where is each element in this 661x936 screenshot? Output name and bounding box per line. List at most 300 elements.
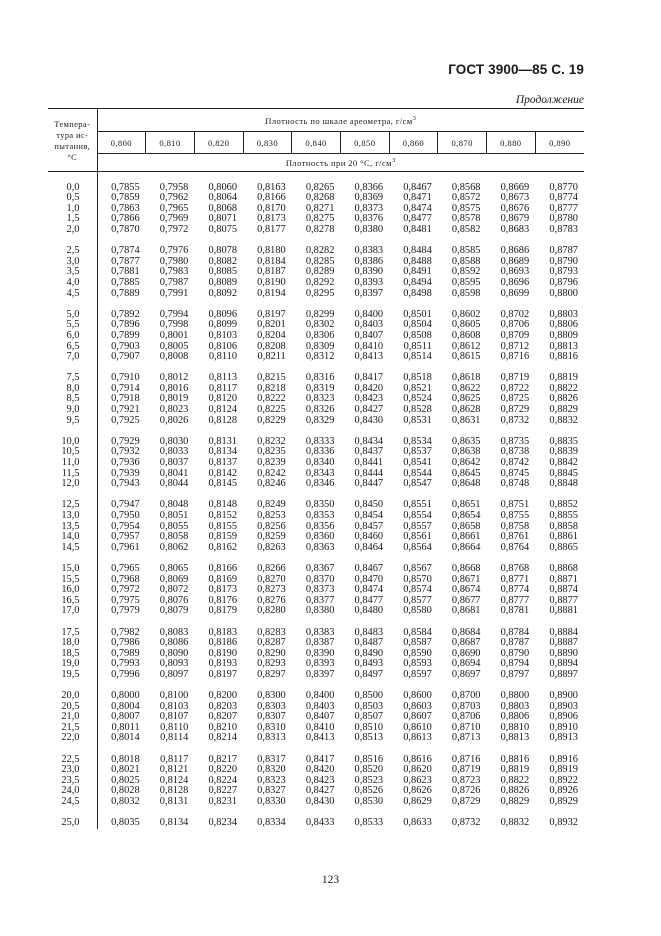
density-cell: 0,8464 (354, 541, 384, 553)
density-cell: 0,7979 (111, 605, 140, 617)
density-cell: 0,8242 (257, 467, 286, 479)
table-row (48, 818, 584, 829)
page-number: 123 (321, 874, 340, 886)
density-cell: 0,8299 (305, 308, 335, 320)
density-cell: 0,8544 (403, 467, 432, 479)
density-cell: 0,8336 (305, 446, 335, 458)
density-cell: 0,8580 (403, 605, 432, 617)
density-cell: 0,8729 (451, 796, 481, 808)
density-cell: 0,8686 (500, 245, 530, 257)
density-cell: 0,8658 (451, 520, 481, 532)
density-cell: 0,8770 (549, 181, 578, 193)
density-cell: 0,8588 (451, 255, 481, 267)
density-cell: 0,8369 (354, 192, 384, 204)
density-cell: 0,8597 (403, 668, 432, 680)
density-cell: 0,8055 (159, 520, 189, 532)
temperature-cell: 24,5 (48, 797, 97, 808)
temperature-cell: 17,5 (48, 628, 97, 639)
density-cell: 0,8826 (500, 785, 530, 797)
density-cell: 0,8099 (208, 319, 238, 331)
density-cell: 0,8881 (549, 605, 578, 617)
density-cell: 0,7910 (111, 372, 140, 384)
density-cell: 0,8131 (159, 796, 189, 808)
density-cell: 0,7907 (111, 351, 140, 363)
density-cell: 0,8702 (500, 308, 530, 320)
density-cell: 0,8858 (549, 520, 578, 532)
temperature-cell: 23,5 (48, 776, 97, 787)
density-cell: 0,8713 (451, 732, 481, 744)
document-code: ГОСТ 3900—85 С. 19 (448, 62, 584, 77)
density-cell: 0,8190 (257, 276, 286, 288)
density-cell: 0,8313 (257, 732, 286, 744)
density-cell: 0,7932 (111, 446, 140, 458)
density-cell: 0,8203 (208, 700, 238, 712)
density-cell: 0,8616 (403, 753, 432, 765)
density-cell: 0,8781 (500, 605, 530, 617)
density-cell: 0,8316 (305, 372, 335, 384)
density-cell: 0,8330 (257, 796, 286, 808)
density-cell: 0,8197 (257, 308, 286, 320)
density-cell: 0,8060 (208, 181, 238, 193)
density-cell: 0,8673 (500, 192, 530, 204)
density-cell: 0,8190 (208, 647, 238, 659)
density-cell: 0,8222 (257, 393, 286, 405)
density-cell: 0,8187 (257, 266, 286, 278)
density-cell: 0,8117 (208, 382, 238, 394)
density-cell: 0,8106 (208, 340, 238, 352)
density-cell: 0,8028 (111, 785, 140, 797)
density-cell: 0,8800 (549, 287, 578, 299)
density-cell: 0,8742 (500, 457, 530, 469)
density-cell: 0,8162 (208, 541, 238, 553)
density-cell: 0,8229 (257, 414, 286, 426)
density-cell: 0,8011 (111, 721, 140, 733)
density-cell: 0,8430 (305, 796, 335, 808)
temperature-cell: 1,0 (48, 204, 97, 215)
density-cell: 0,8534 (403, 435, 432, 447)
temperature-cell: 20,5 (48, 702, 97, 713)
density-cell: 0,8152 (208, 510, 238, 521)
density-cell: 0,8771 (500, 573, 530, 585)
density-cell: 0,8097 (159, 668, 189, 680)
density-cell: 0,8380 (354, 223, 384, 235)
density-cell: 0,8278 (305, 223, 335, 235)
density-cell: 0,8894 (549, 658, 578, 670)
density-cell: 0,8420 (354, 382, 384, 394)
temperature-cell: 14,0 (48, 532, 97, 543)
density-cell: 0,8231 (208, 796, 238, 808)
temperature-cell: 4,0 (48, 278, 97, 289)
density-cell: 0,8407 (354, 329, 384, 341)
density-cell: 0,8595 (451, 276, 481, 288)
density-cell: 0,8633 (403, 817, 432, 829)
table-row (48, 352, 584, 363)
temperature-cell: 24,0 (48, 786, 97, 797)
density-cell: 0,8069 (159, 573, 189, 585)
density-cell: 0,8642 (451, 457, 481, 469)
density-at-20-header (97, 154, 584, 172)
density-cell: 0,8173 (257, 213, 286, 225)
density-cell: 0,8620 (403, 764, 432, 776)
density-cell: 0,8835 (549, 435, 578, 447)
table-row (48, 543, 584, 554)
density-cell: 0,8716 (451, 753, 481, 765)
density-cell: 0,7965 (111, 562, 140, 574)
density-cell: 0,7899 (111, 329, 140, 341)
density-cell: 0,8289 (305, 266, 335, 278)
temperature-cell: 10,5 (48, 447, 97, 458)
density-cell: 0,8350 (305, 499, 335, 511)
density-cell: 0,8114 (160, 732, 189, 744)
density-cell: 0,7914 (111, 382, 140, 394)
density-cell: 0,8526 (354, 785, 384, 797)
density-cell: 0,8732 (500, 414, 530, 426)
density-cell: 0,8386 (354, 255, 384, 267)
density-cell: 0,8510 (354, 721, 384, 733)
density-cell: 0,8523 (354, 774, 384, 786)
density-cell: 0,8179 (208, 605, 238, 617)
density-cell: 0,8651 (451, 499, 481, 511)
density-cell: 0,8794 (500, 658, 530, 670)
density-cell: 0,8929 (549, 796, 578, 808)
density-cell: 0,8683 (500, 223, 530, 235)
density-cell: 0,8220 (208, 764, 238, 776)
density-cell: 0,8822 (549, 382, 578, 394)
density-cell: 0,7925 (111, 414, 140, 426)
density-cell: 0,8703 (451, 700, 481, 712)
density-cell: 0,8420 (305, 764, 335, 776)
density-cell: 0,8333 (305, 435, 335, 447)
density-column-header: 0,840 (292, 132, 341, 154)
density-cell: 0,7947 (111, 499, 140, 511)
table-row (48, 331, 584, 342)
temperature-cell: 11,0 (48, 458, 97, 469)
density-cell: 0,8413 (305, 732, 335, 744)
row-gap (48, 617, 584, 628)
density-cell: 0,8263 (257, 541, 286, 553)
density-cell: 0,8819 (549, 372, 578, 384)
density-cell: 0,8075 (208, 223, 238, 235)
density-cell: 0,8239 (257, 457, 286, 469)
density-column-header: 0,860 (389, 132, 438, 154)
density-cell: 0,7983 (159, 266, 189, 278)
density-cell: 0,7881 (111, 266, 140, 278)
density-cell: 0,8093 (159, 658, 189, 670)
density-cell: 0,8058 (159, 531, 189, 543)
density-cell: 0,8208 (257, 340, 286, 352)
density-cell: 0,8803 (549, 308, 578, 320)
table-row (48, 289, 584, 300)
density-cell: 0,8822 (500, 774, 530, 786)
density-cell: 0,8813 (500, 732, 530, 744)
density-cell: 0,8845 (549, 467, 578, 479)
density-cell: 0,8483 (354, 626, 384, 638)
density-cell: 0,8026 (159, 414, 189, 426)
density-cell: 0,8531 (403, 414, 432, 426)
density-cell: 0,8511 (403, 340, 432, 352)
table-row (48, 606, 584, 617)
density-cell: 0,8471 (403, 192, 432, 204)
density-cell: 0,8551 (403, 499, 432, 511)
density-cell: 0,8777 (500, 594, 530, 606)
density-cell: 0,8323 (305, 393, 335, 405)
density-cell: 0,8932 (549, 817, 578, 829)
density-cell: 0,8826 (549, 393, 578, 405)
temperature-cell: 17,0 (48, 606, 97, 617)
density-cell: 0,8048 (159, 499, 189, 511)
density-cell: 0,8533 (354, 817, 384, 829)
density-cell: 0,8554 (403, 510, 432, 521)
density-cell: 0,8403 (305, 700, 335, 712)
density-cell: 0,8110 (208, 351, 238, 363)
density-cell: 0,8450 (354, 499, 384, 511)
density-cell: 0,8180 (257, 245, 286, 257)
density-cell: 0,8603 (403, 700, 432, 712)
density-cell: 0,8748 (500, 478, 530, 490)
density-cell: 0,8790 (549, 255, 578, 267)
density-cell: 0,8625 (451, 393, 481, 405)
density-cell: 0,8290 (257, 647, 286, 659)
density-cell: 0,8488 (403, 255, 432, 267)
density-cell: 0,8249 (257, 499, 286, 511)
density-cell: 0,8628 (451, 404, 481, 416)
temperature-cell: 8,5 (48, 394, 97, 405)
density-cell: 0,8193 (208, 658, 238, 670)
density-cell: 0,8370 (305, 573, 335, 585)
density-cell: 0,8214 (208, 732, 238, 744)
density-cell: 0,8784 (500, 626, 530, 638)
continuation-label: Продолжение (515, 94, 584, 106)
density-cell: 0,8897 (549, 668, 578, 680)
density-cell: 0,8211 (257, 351, 286, 363)
density-cell: 0,8407 (305, 711, 335, 723)
density-cell: 0,8677 (451, 594, 481, 606)
density-cell: 0,8745 (500, 467, 530, 479)
density-cell: 0,8033 (159, 446, 189, 458)
density-cell: 0,8142 (208, 467, 238, 479)
density-cell: 0,8117 (160, 753, 189, 765)
temperature-cell: 2,0 (48, 225, 97, 236)
density-cell: 0,8575 (451, 202, 481, 214)
density-cell: 0,8201 (257, 319, 286, 331)
density-cell: 0,7972 (111, 584, 140, 596)
density-cell: 0,8600 (403, 690, 432, 702)
density-cell: 0,8259 (257, 531, 286, 543)
temperature-cell: 25,0 (48, 818, 97, 829)
density-cell: 0,8276 (257, 594, 286, 606)
density-cell: 0,8610 (403, 721, 432, 733)
density-cell: 0,8561 (403, 531, 432, 543)
density-cell: 0,8493 (354, 658, 384, 670)
density-cell: 0,8689 (500, 255, 530, 267)
density-cell: 0,8377 (305, 594, 335, 606)
density-cell: 0,8400 (354, 308, 384, 320)
temperature-cell: 19,5 (48, 670, 97, 681)
density-cell: 0,8709 (500, 329, 530, 341)
density-cell: 0,8454 (354, 510, 384, 521)
density-cell: 0,7896 (111, 319, 140, 331)
density-cell: 0,8266 (257, 562, 286, 574)
density-cell: 0,8016 (159, 382, 189, 394)
density-cell: 0,8877 (549, 594, 578, 606)
density-cell: 0,8373 (305, 584, 335, 596)
density-cell: 0,8079 (159, 605, 189, 617)
density-cell: 0,8326 (305, 404, 335, 416)
density-cell: 0,8865 (549, 541, 578, 553)
density-cell: 0,8121 (159, 764, 189, 776)
temperature-cell: 13,5 (48, 522, 97, 533)
density-cell: 0,8582 (451, 223, 481, 235)
density-cell: 0,7877 (111, 255, 140, 267)
density-cell: 0,8423 (354, 393, 384, 405)
gap-cell (48, 617, 97, 628)
density-cell: 0,8270 (257, 573, 286, 585)
density-cell: 0,8674 (451, 584, 481, 596)
density-cell: 0,8360 (305, 531, 335, 543)
density-cell: 0,8913 (549, 732, 578, 744)
density-cell: 0,8467 (403, 181, 432, 193)
density-cell: 0,8498 (403, 287, 432, 299)
table-row (48, 670, 584, 681)
density-cell: 0,8320 (257, 764, 286, 776)
density-cell: 0,8403 (354, 319, 384, 331)
density-cell: 0,8900 (549, 690, 578, 702)
density-cell: 0,8423 (305, 774, 335, 786)
density-cell: 0,8681 (451, 605, 481, 617)
density-column-header: 0,810 (146, 132, 195, 154)
density-cell: 0,8577 (403, 594, 432, 606)
density-cell: 0,8224 (208, 774, 238, 786)
temperature-header-line: °С (67, 153, 78, 162)
density-cell: 0,7976 (159, 245, 189, 257)
density-cell: 0,8504 (403, 319, 432, 331)
density-cell: 0,8474 (354, 584, 384, 596)
density-cell: 0,8572 (451, 192, 481, 204)
density-cell: 0,7936 (111, 457, 140, 469)
density-cell: 0,8072 (159, 584, 189, 596)
density-cell: 0,8738 (500, 446, 530, 458)
density-cell: 0,8001 (159, 329, 189, 341)
density-cell: 0,8366 (354, 181, 384, 193)
temperature-cell: 18,5 (48, 649, 97, 660)
density-cell: 0,8124 (208, 404, 238, 416)
density-cell: 0,8783 (549, 223, 578, 235)
density-cell: 0,8124 (159, 774, 189, 786)
density-cell: 0,8668 (451, 562, 481, 574)
density-cell: 0,8629 (403, 796, 432, 808)
density-cell: 0,8329 (305, 414, 335, 426)
density-cell: 0,8166 (257, 192, 286, 204)
density-cell: 0,8090 (159, 647, 189, 659)
density-cell: 0,8170 (257, 202, 286, 214)
density-cell: 0,8103 (159, 700, 189, 712)
density-cell: 0,7998 (159, 319, 189, 331)
density-cell: 0,7929 (111, 435, 140, 447)
density-cell: 0,8076 (159, 594, 189, 606)
density-cell: 0,7939 (111, 467, 140, 479)
density-cell: 0,8353 (305, 510, 335, 521)
density-cell: 0,8025 (111, 774, 140, 786)
density-cell: 0,8018 (111, 753, 140, 765)
density-cell: 0,8176 (208, 594, 238, 606)
density-cell: 0,8183 (208, 626, 238, 638)
density-cell: 0,8684 (451, 626, 481, 638)
density-cell: 0,8159 (208, 531, 238, 543)
density-cell: 0,8184 (257, 255, 286, 267)
density-cell: 0,8273 (257, 584, 286, 596)
density-cell: 0,8457 (354, 520, 384, 532)
temperature-cell: 22,0 (48, 733, 97, 744)
density-cell: 0,8217 (208, 753, 238, 765)
density-cell: 0,8852 (549, 499, 578, 511)
density-cell: 0,8494 (403, 276, 432, 288)
density-cell: 0,7866 (111, 213, 140, 225)
table-row (48, 416, 584, 427)
density-cell: 0,8635 (451, 435, 481, 447)
temperature-cell: 6,5 (48, 342, 97, 353)
density-cell: 0,8447 (354, 478, 384, 490)
density-cell: 0,7957 (111, 531, 140, 543)
temperature-cell: 21,0 (48, 712, 97, 723)
temperature-cell: 3,0 (48, 257, 97, 268)
density-cell: 0,8602 (451, 308, 481, 320)
temperature-cell: 23,0 (48, 765, 97, 776)
density-cell: 0,8910 (549, 721, 578, 733)
density-cell: 0,8044 (159, 478, 189, 490)
temperature-cell: 6,0 (48, 331, 97, 342)
density-cell: 0,8768 (500, 562, 530, 574)
density-cell: 0,8868 (549, 562, 578, 574)
density-cell: 0,8645 (451, 467, 481, 479)
density-cell: 0,8275 (305, 213, 335, 225)
density-cell: 0,8128 (159, 785, 189, 797)
density-cell: 0,8062 (159, 541, 189, 553)
density-cell: 0,8477 (403, 213, 432, 225)
density-cell: 0,8086 (159, 637, 189, 649)
density-cell: 0,8693 (500, 266, 530, 278)
density-cell: 0,8434 (354, 435, 384, 447)
density-cell: 0,8032 (111, 796, 140, 808)
density-cell: 0,7855 (111, 181, 140, 193)
density-cell: 0,8014 (111, 732, 140, 744)
density-cell: 0,8271 (305, 202, 335, 214)
density-column-header: 0,870 (438, 132, 487, 154)
density-cell: 0,8107 (159, 711, 189, 723)
density-cell: 0,8004 (111, 700, 140, 712)
temperature-cell: 18,0 (48, 638, 97, 649)
density-cell: 0,8334 (257, 817, 286, 829)
row-gap (48, 172, 584, 183)
density-cell: 0,8303 (257, 700, 286, 712)
density-cell: 0,8376 (354, 213, 384, 225)
density-cell: 0,8295 (305, 287, 335, 299)
density-cell: 0,8285 (305, 255, 335, 267)
density-cell: 0,8477 (354, 594, 384, 606)
density-cell: 0,8041 (159, 467, 189, 479)
density-cell: 0,8618 (451, 372, 481, 384)
density-cell: 0,8514 (403, 351, 432, 363)
density-column-header: 0,890 (535, 132, 584, 154)
density-cell: 0,8861 (549, 531, 578, 543)
density-cell: 0,8598 (451, 287, 481, 299)
temperature-cell: 16,5 (48, 596, 97, 607)
temperature-column-header (48, 109, 97, 172)
temperature-cell: 1,5 (48, 214, 97, 225)
density-cell: 0,7954 (111, 520, 140, 532)
density-cell: 0,8444 (354, 467, 384, 479)
density-cell: 0,8317 (257, 753, 286, 765)
density-cell: 0,8790 (500, 647, 530, 659)
